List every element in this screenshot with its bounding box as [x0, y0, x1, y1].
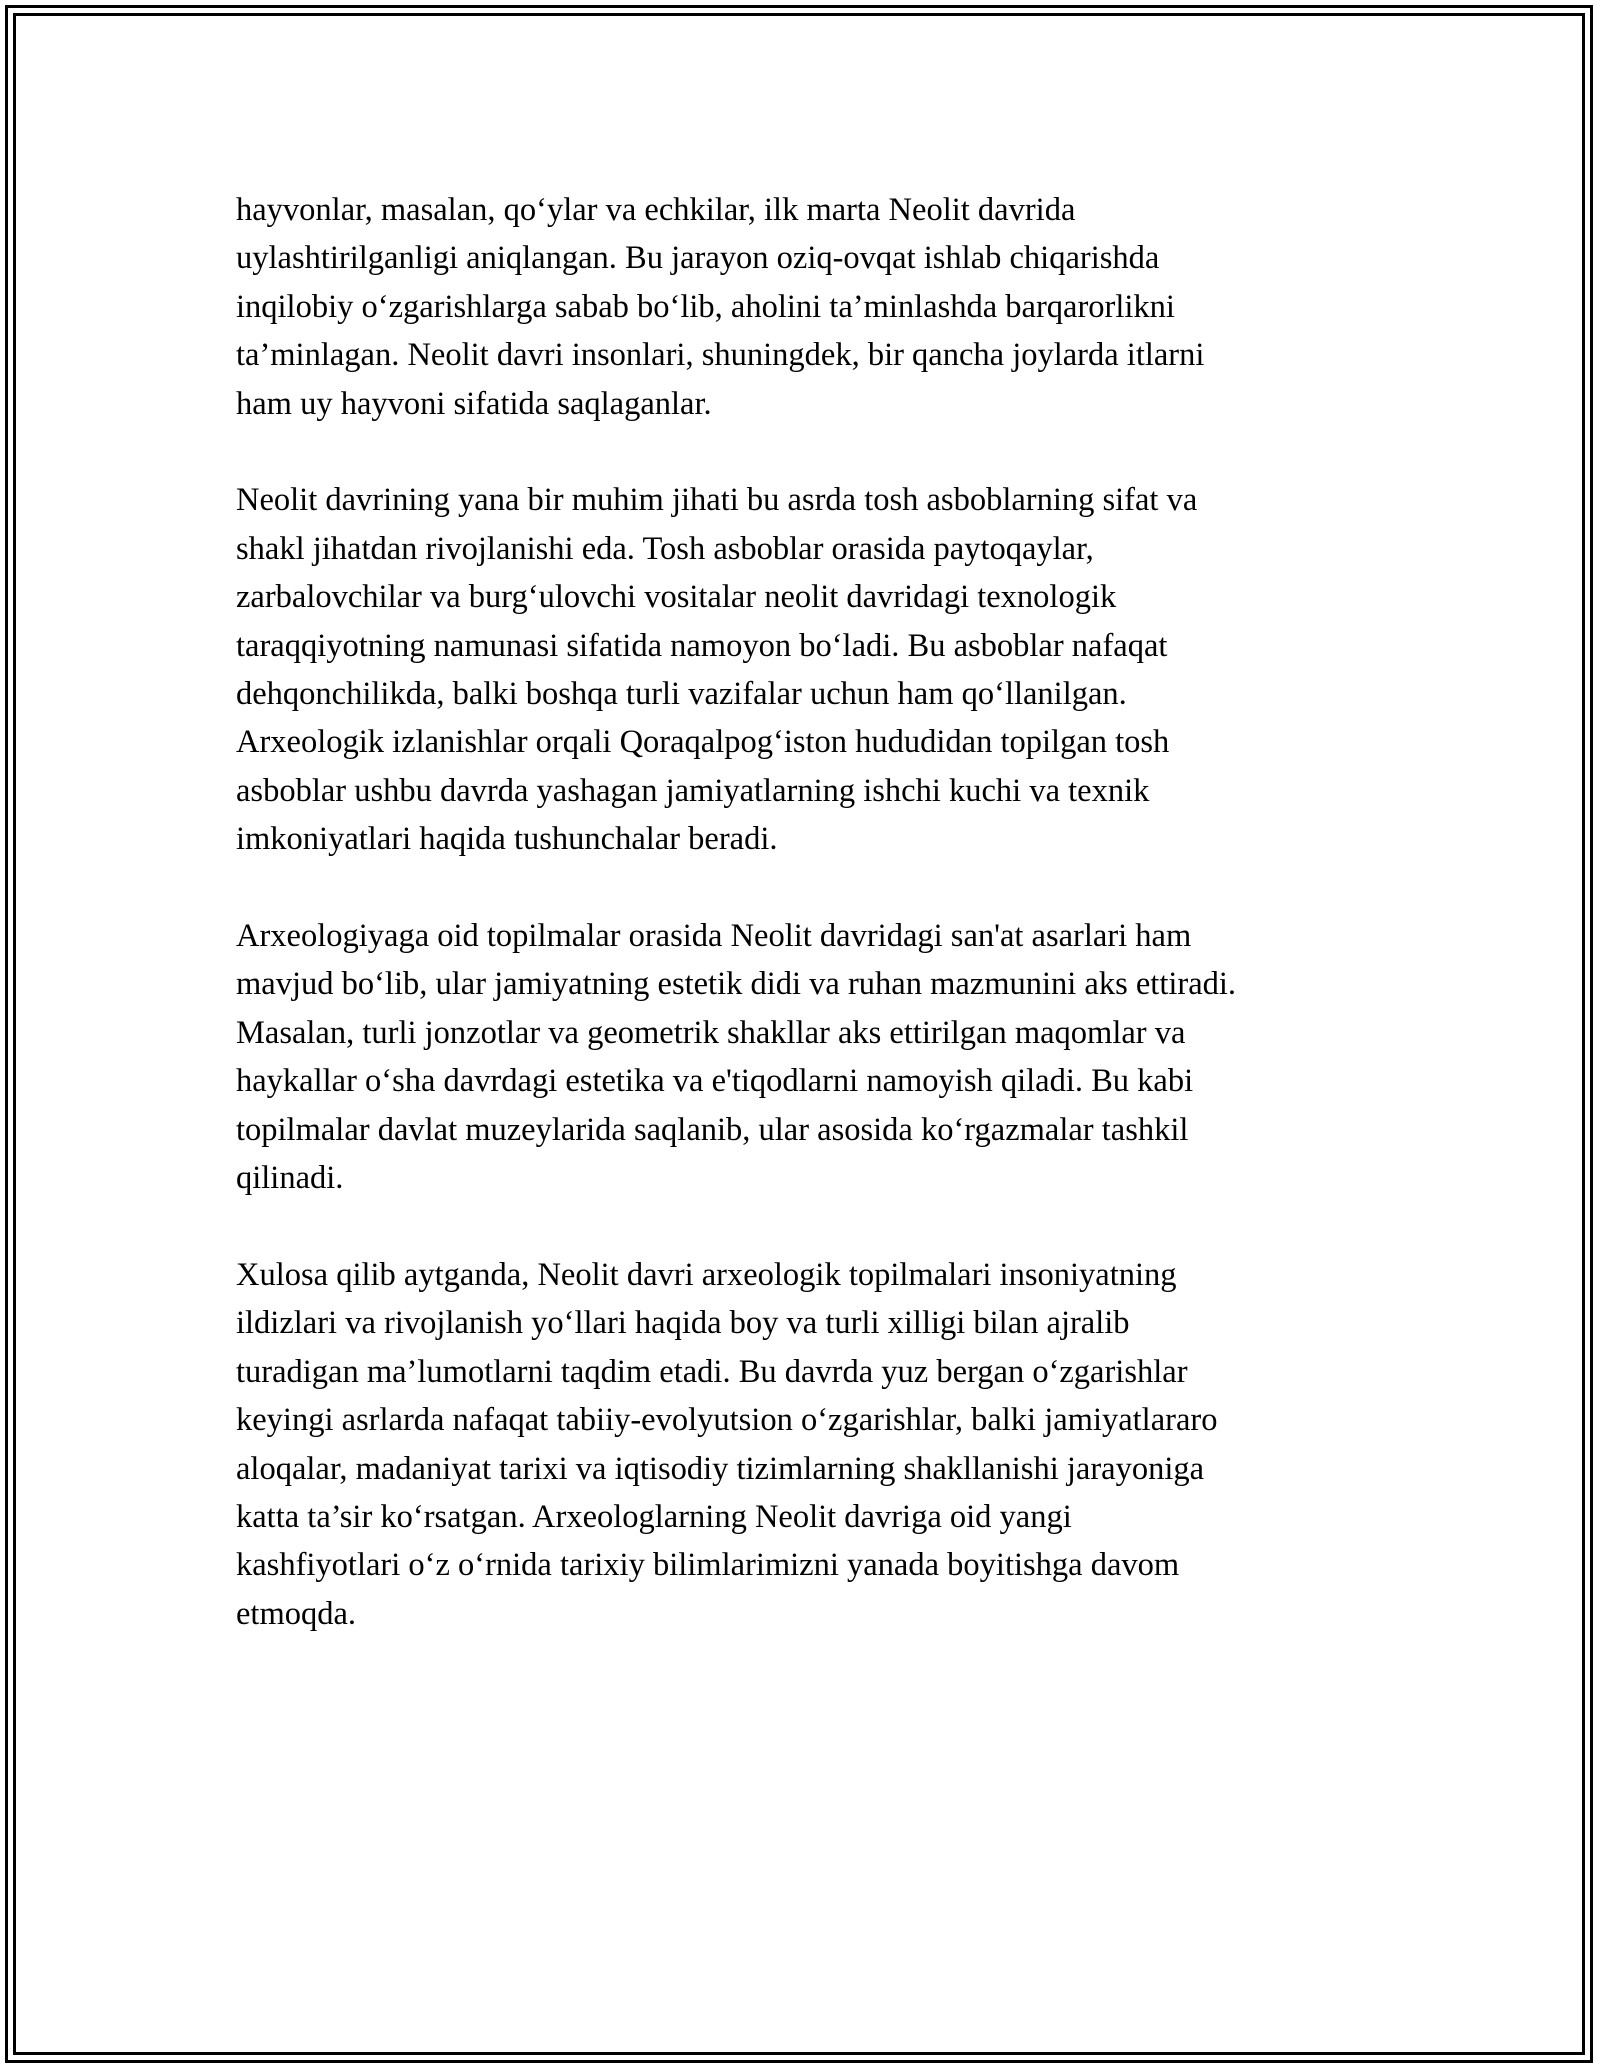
paragraph-conclusion: Xulosa qilib aytganda, Neolit davri arxeologik topilmalari insoniyatning ildizlari va rivojlanish yo‘llari haqida boy va turli xilligi bilan ajralib turadigan ma’lumotlarni taqdim etadi. Bu davrda yuz bergan o‘zgarishlar keyingi asrlarda nafaqat tabiiy-evolyutsion o‘zgarishlar, balki jamiyatlararo aloqalar, madaniyat tarixi va iqtisodiy tizimlarning shakllanishi jarayoniga katta ta’sir ko‘rsatgan. Arxeologlarning Neolit davriga oid yangi kashfiyotlari o‘z o‘rnida tarixiy bilimlarimizni yanada boyitishga davom etmoqda. — [236, 1256, 1218, 1632]
paragraph-domesticated-animals: hayvonlar, masalan, qo‘ylar va echkilar, ilk marta Neolit davrida uylashtirilganligi aniqlangan. Bu jarayon oziq-ovqat ishlab chiqarishda inqilobiy o‘zgarishlarga sabab bo‘lib, aholini ta’minlashda barqarorlikni ta’minlagan. Neolit davri insonlari, shuningdek, bir qancha joylarda itlarni ham uy hayvoni sifatida saqlaganlar. — [236, 192, 1205, 422]
paragraph-stone-tools: Neolit davrining yana bir muhim jihati bu asrda tosh asboblarning sifat va shakl jihatdan rivojlanishi eda. Tosh asboblar orasida paytoqaylar, zarbalovchilar va burg‘ulovchi vositalar neolit davridagi texnologik taraqqiyotning namunasi sifatida namoyon bo‘ladi. Bu asboblar nafaqat dehqonchilikda, balki boshqa turli vazifalar uchun ham qo‘llanilgan. Arxeologik izlanishlar orqali Qoraqalpog‘iston hududidan topilgan tosh asboblar ushbu davrda yashagan jamiyatlarning ishchi kuchi va texnik imkoniyatlari haqida tushunchalar beradi. — [236, 482, 1198, 858]
document-body — [236, 186, 1376, 1687]
paragraph-neolithic-art: Arxeologiyaga oid topilmalar orasida Neolit davridagi san'at asarlari ham mavjud bo‘lib, ular jamiyatning estetik didi va ruhan mazmunini aks ettiradi. Masalan, turli jonzotlar va geometrik shakllar aks ettirilgan maqomlar va haykallar o‘sha davrdagi estetika va e'tiqodlarni namoyish qiladi. Bu kabi topilmalar davlat muzeylarida saqlanib, ular asosida ko‘rgazmalar tashkil qilinadi. — [236, 918, 1237, 1197]
